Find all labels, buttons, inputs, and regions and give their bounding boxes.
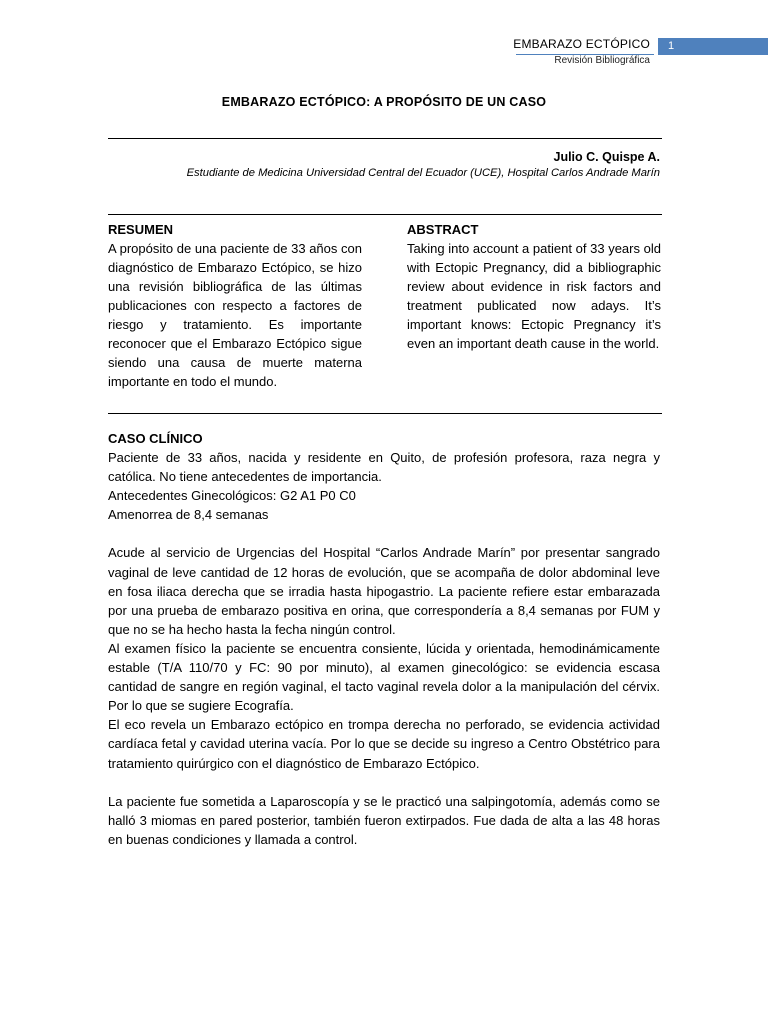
page-number-box: 1 xyxy=(658,38,768,55)
running-header-subtitle: Revisión Bibliográfica xyxy=(554,55,650,66)
resumen-heading: RESUMEN xyxy=(108,222,174,237)
divider-top xyxy=(108,138,662,139)
case-gyn-history: Antecedentes Ginecológicos: G2 A1 P0 C0 xyxy=(108,488,356,504)
author-name: Julio C. Quispe A. xyxy=(553,150,660,164)
divider-abstract xyxy=(108,214,662,215)
case-paragraph-outcome: La paciente fue sometida a Laparoscopía y se le practicó una salpingotomía, además como se halló 3 miomas en pared posterior, también fueron extirpados. Fue dada de alta a las 48 horas en buenas condiciones y llamada a control. xyxy=(108,793,660,847)
resumen-column xyxy=(108,220,362,391)
case-amenorrhea: Amenorrea de 8,4 semanas xyxy=(108,507,269,523)
case-patient-info: Paciente de 33 años, nacida y residente en Quito, de profesión profesora, raza negra y católica. No tiene antecedentes de importancia. xyxy=(108,450,660,485)
abstract-heading: ABSTRACT xyxy=(407,222,479,237)
abstract-column xyxy=(407,220,661,353)
resumen-text: A propósito de una paciente de 33 años con diagnóstico de Embarazo Ectópico, se hizo una revisión bibliográfica de las últimas publicaciones con respecto a factores de riesgo y tratamiento. Es importante reconocer que el Embarazo Ectópico sigue siendo una causa de muerte materna importante en todo el mundo. xyxy=(108,241,362,389)
divider-case xyxy=(108,413,662,414)
case-paragraph-exam: Al examen físico la paciente se encuentra consiente, lúcida y orientada, hemodinámicamente estable (T/A 110/70 y FC: 90 por minuto), al examen ginecológico: se evidencia escasa cantidad de sangre en región vaginal, el tacto vaginal revela dolor a la manipulación del cérvix. Por lo que se sugiere Ecografía. xyxy=(108,640,660,714)
case-heading: CASO CLÍNICO xyxy=(108,431,203,446)
abstract-text: Taking into account a patient of 33 years old with Ectopic Pregnancy, did a bibliographic review about evidence in risk factors and treatment publicated now adays. It’s important knows: Ectopic Pregnancy it’s even an important death cause in the world. xyxy=(407,241,661,351)
running-header-title: EMBARAZO ECTÓPICO xyxy=(513,37,650,51)
author-affiliation: Estudiante de Medicina Universidad Central del Ecuador (UCE), Hospital Carlos Andrade Marín xyxy=(186,167,660,179)
document-title: EMBARAZO ECTÓPICO: A PROPÓSITO DE UN CASO xyxy=(221,95,547,109)
case-paragraph-presentation: Acude al servicio de Urgencias del Hospital “Carlos Andrade Marín” por presentar sangrado vaginal de leve cantidad de 12 horas de evolución, que se acompaña de dolor abdominal leve en fosa iliaca derecha que se irradia hasta hipogastrio. La paciente refiere estar embarazada por una prueba de embarazo positiva en orina, que correspondería a 8,4 semanas por FUM y que no se ha hecho hasta la fecha ningún control. xyxy=(108,545,660,637)
case-section xyxy=(108,429,660,849)
case-paragraph-ultrasound: El eco revela un Embarazo ectópico en trompa derecha no perforado, se evidencia actividad cardíaca fetal y cavidad uterina vacía. Por lo que se decide su ingreso a Centro Obstétrico para tratamiento quirúrgico con el diagnóstico de Embarazo Ectópico. xyxy=(108,717,660,771)
spacer xyxy=(108,773,660,792)
spacer xyxy=(108,524,660,543)
